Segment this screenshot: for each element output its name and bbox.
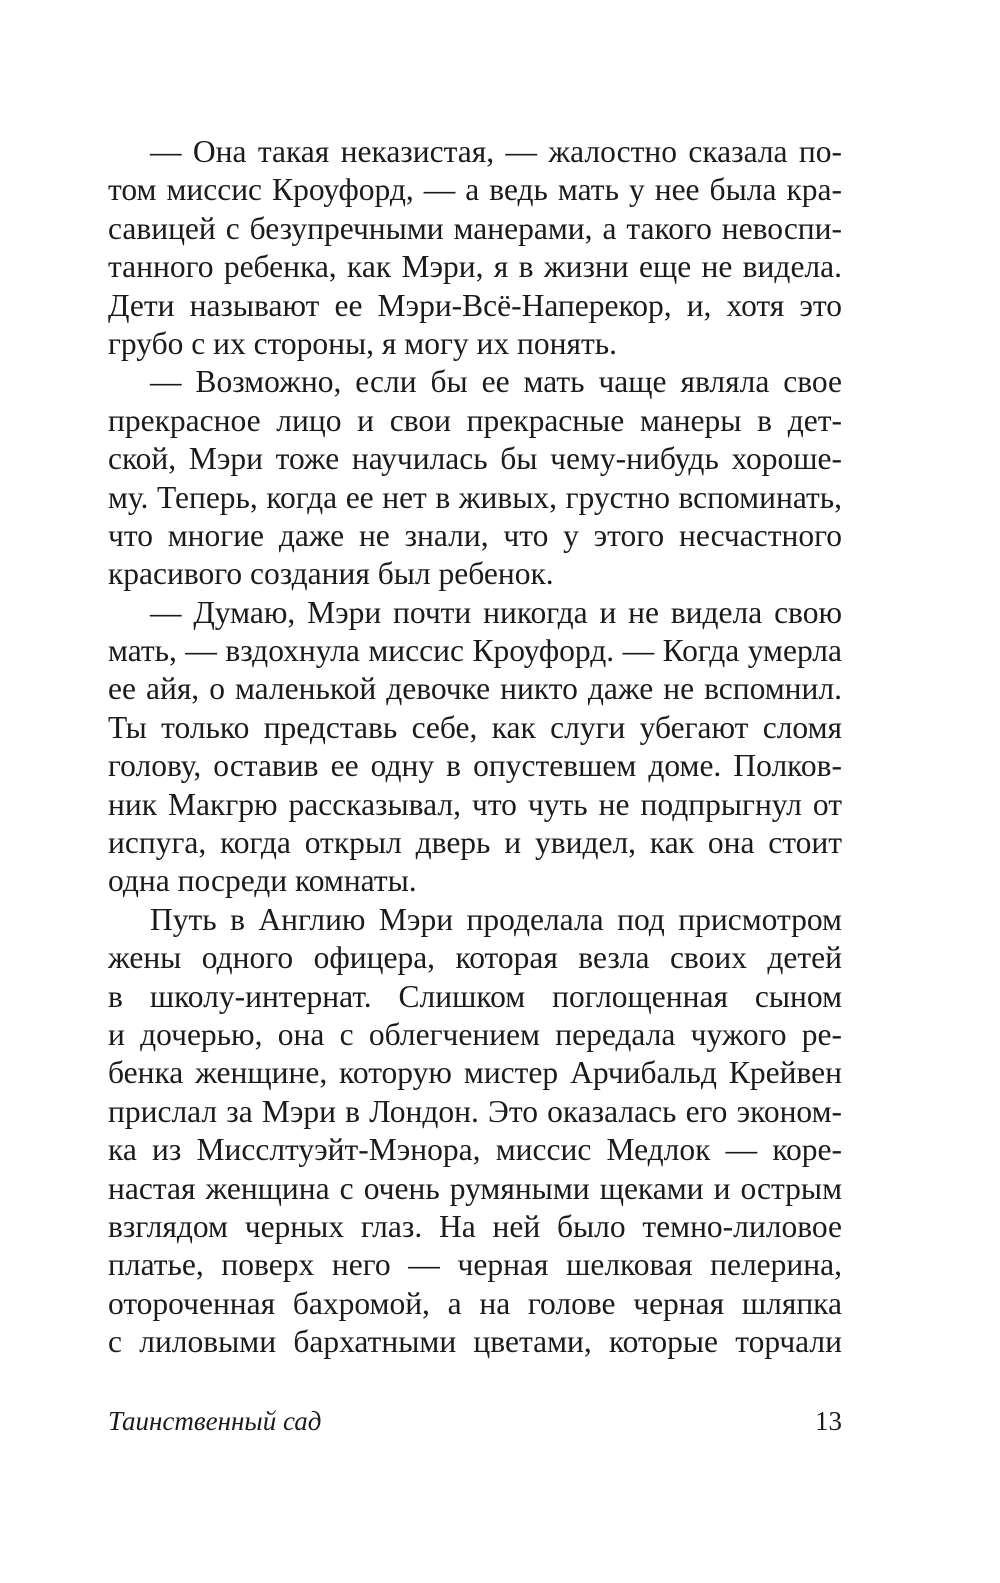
text-line: голову, оставив ее одну в опустевшем доме. Полков- <box>108 748 842 784</box>
text-line: том миссис Кроуфорд, — а ведь мать у нее была кра- <box>108 172 842 208</box>
text-line: платье, поверх него — черная шелковая пелерина, <box>108 1247 842 1283</box>
text-line: мать, — вздохнула миссис Кроуфорд. — Когда умерла <box>108 633 842 669</box>
text-line: прекрасное лицо и свои прекрасные манеры в дет- <box>108 402 842 438</box>
body-text <box>108 133 842 1362</box>
text-line: ник Макгрю рассказывал, что чуть не подпрыгнул от <box>108 786 842 822</box>
text-line: в школу-интернат. Слишком поглощенная сыном <box>108 978 842 1014</box>
text-line: настая женщина с очень румяными щеками и острым <box>108 1170 842 1206</box>
text-line: что многие даже не знали, что у этого несчастного <box>108 517 842 553</box>
text-line: одна посреди комнаты. <box>108 863 417 899</box>
text-line: му. Теперь, когда ее нет в живых, грустно вспоминать, <box>108 479 842 515</box>
text-line: Дети называют ее Мэри-Всё-Наперекор, и, хотя это <box>108 287 842 323</box>
text-line: грубо с их стороны, я могу их понять. <box>108 325 617 361</box>
page-number: 13 <box>815 1406 842 1436</box>
text-line: — Возможно, если бы ее мать чаще являла свое <box>150 364 842 400</box>
running-title: Таинственный сад <box>108 1406 322 1436</box>
text-line: ской, Мэри тоже научилась бы чему-нибудь хороше- <box>108 441 842 477</box>
text-line: взглядом черных глаз. На ней было темно-лиловое <box>108 1208 842 1244</box>
text-line: испуга, когда открыл дверь и увидел, как она стоит <box>108 825 842 861</box>
text-line: танного ребенка, как Мэри, я в жизни еще не видела. <box>108 249 842 285</box>
text-line: отороченная бахромой, а на голове черная шляпка <box>108 1285 842 1321</box>
text-line: ее айя, о маленькой девочке никто даже не вспомнил. <box>108 671 842 707</box>
text-line: Путь в Англию Мэри проделала под присмотром <box>150 901 842 937</box>
text-line: красивого создания был ребенок. <box>108 556 554 592</box>
text-line: — Думаю, Мэри почти никогда и не видела свою <box>150 594 842 630</box>
text-line: савицей с безупречными манерами, а такого невоспи- <box>108 210 842 246</box>
text-line: — Она такая неказистая, — жалостно сказала по- <box>150 134 842 169</box>
text-line: Ты только представь себе, как слуги убегают сломя <box>108 709 842 745</box>
text-line: ка из Мисслтуэйт-Мэнора, миссис Медлок — коре- <box>108 1132 842 1168</box>
text-line: жены одного офицера, которая везла своих детей <box>108 940 842 976</box>
text-line: прислал за Мэри в Лондон. Это оказалась его эконом- <box>108 1093 842 1129</box>
text-line: с лиловыми бархатными цветами, которые торчали <box>108 1324 842 1360</box>
text-line: и дочерью, она с облегчением передала чужого ре- <box>108 1016 842 1052</box>
text-line: бенка женщине, которую мистер Арчибальд Крейвен <box>108 1055 842 1091</box>
